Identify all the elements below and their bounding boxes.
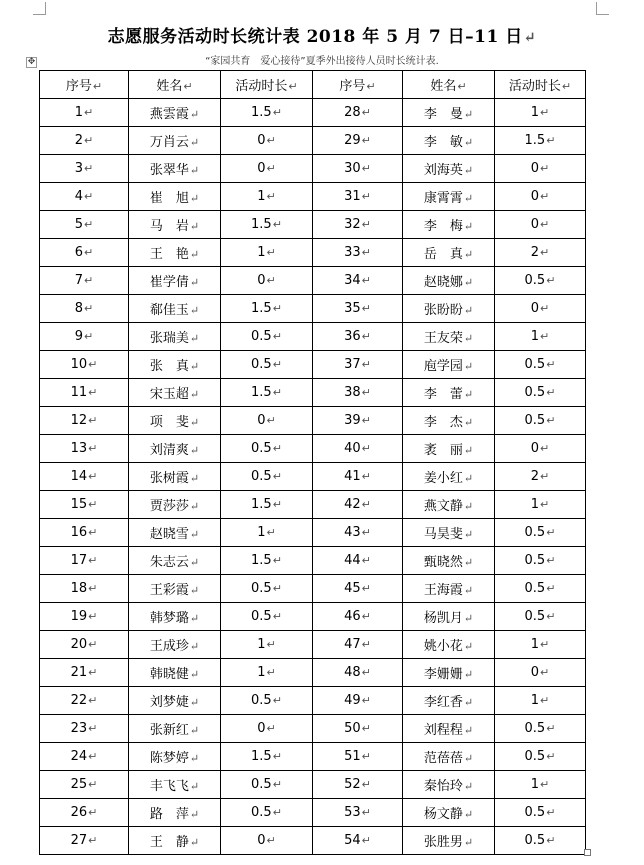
cell-seq: 37↵ bbox=[313, 351, 403, 379]
cell-hours: 0.5↵ bbox=[221, 603, 313, 631]
cell-seq: 41↵ bbox=[313, 463, 403, 491]
cell-hours: 0↵ bbox=[495, 435, 586, 463]
cell-name: 宋玉超↵ bbox=[129, 379, 221, 407]
cell-name: 张瑞美↵ bbox=[129, 323, 221, 351]
cell-seq: 15↵ bbox=[40, 491, 129, 519]
cell-hours: 0↵ bbox=[495, 211, 586, 239]
table-header-row bbox=[40, 71, 586, 99]
cell-name: 燕雲霞↵ bbox=[129, 99, 221, 127]
cell-seq: 51↵ bbox=[313, 743, 403, 771]
cell-hours: 0.5↵ bbox=[495, 407, 586, 435]
cell-seq: 32↵ bbox=[313, 211, 403, 239]
cell-seq: 8↵ bbox=[40, 295, 129, 323]
cell-hours: 2↵ bbox=[495, 239, 586, 267]
cell-seq: 23↵ bbox=[40, 715, 129, 743]
page-corner-top-left bbox=[33, 2, 46, 15]
cell-hours: 0↵ bbox=[221, 407, 313, 435]
table-row bbox=[40, 407, 586, 435]
cell-seq: 28↵ bbox=[313, 99, 403, 127]
cell-hours: 0↵ bbox=[221, 267, 313, 295]
cell-seq: 4↵ bbox=[40, 183, 129, 211]
table-row bbox=[40, 799, 586, 827]
table-row bbox=[40, 519, 586, 547]
cell-hours: 1.5↵ bbox=[221, 295, 313, 323]
header-seq-left: 序号↵ bbox=[40, 71, 129, 99]
cell-hours: 1↵ bbox=[221, 239, 313, 267]
cell-name: 韩晓健↵ bbox=[129, 659, 221, 687]
cell-name: 韩梦璐↵ bbox=[129, 603, 221, 631]
cell-hours: 1↵ bbox=[221, 631, 313, 659]
cell-seq: 9↵ bbox=[40, 323, 129, 351]
table-row bbox=[40, 379, 586, 407]
cell-hours: 0↵ bbox=[221, 127, 313, 155]
cell-seq: 30↵ bbox=[313, 155, 403, 183]
cell-seq: 48↵ bbox=[313, 659, 403, 687]
cell-hours: 1↵ bbox=[221, 183, 313, 211]
cell-name: 杨文静↵ bbox=[403, 799, 495, 827]
cell-seq: 47↵ bbox=[313, 631, 403, 659]
cell-name: 郗佳玉↵ bbox=[129, 295, 221, 323]
cell-hours: 0↵ bbox=[495, 295, 586, 323]
cell-seq: 6↵ bbox=[40, 239, 129, 267]
header-name-left: 姓名↵ bbox=[129, 71, 221, 99]
cell-hours: 0↵ bbox=[495, 659, 586, 687]
cell-seq: 20↵ bbox=[40, 631, 129, 659]
cell-seq: 25↵ bbox=[40, 771, 129, 799]
table-body bbox=[40, 99, 586, 855]
cell-hours: 0.5↵ bbox=[495, 379, 586, 407]
cell-name: 丰飞飞↵ bbox=[129, 771, 221, 799]
cell-name: 杨凯月↵ bbox=[403, 603, 495, 631]
cell-hours: 1↵ bbox=[495, 99, 586, 127]
cell-hours: 1↵ bbox=[495, 491, 586, 519]
cell-name: 路 萍↵ bbox=[129, 799, 221, 827]
cell-seq: 49↵ bbox=[313, 687, 403, 715]
table-row bbox=[40, 351, 586, 379]
cell-name: 张盼盼↵ bbox=[403, 295, 495, 323]
table-row bbox=[40, 715, 586, 743]
cell-seq: 1↵ bbox=[40, 99, 129, 127]
table-row bbox=[40, 267, 586, 295]
cell-hours: 1.5↵ bbox=[221, 379, 313, 407]
cell-name: 王彩霞↵ bbox=[129, 575, 221, 603]
cell-seq: 21↵ bbox=[40, 659, 129, 687]
cell-seq: 17↵ bbox=[40, 547, 129, 575]
cell-name: 朱志云↵ bbox=[129, 547, 221, 575]
cell-seq: 45↵ bbox=[313, 575, 403, 603]
cell-hours: 0.5↵ bbox=[221, 799, 313, 827]
cell-hours: 0↵ bbox=[495, 183, 586, 211]
cell-name: 张树霞↵ bbox=[129, 463, 221, 491]
table-row bbox=[40, 239, 586, 267]
cell-name: 燕文静↵ bbox=[403, 491, 495, 519]
cell-name: 马 岩↵ bbox=[129, 211, 221, 239]
cell-name: 赵晓雪↵ bbox=[129, 519, 221, 547]
cell-name: 李姗姗↵ bbox=[403, 659, 495, 687]
cell-name: 李 敏↵ bbox=[403, 127, 495, 155]
cell-hours: 1↵ bbox=[495, 771, 586, 799]
header-hours-right: 活动时长↵ bbox=[495, 71, 586, 99]
cell-name: 崔学倩↵ bbox=[129, 267, 221, 295]
table-row bbox=[40, 323, 586, 351]
header-seq-right: 序号↵ bbox=[313, 71, 403, 99]
cell-hours: 0.5↵ bbox=[495, 603, 586, 631]
cell-seq: 22↵ bbox=[40, 687, 129, 715]
cell-name: 王 静↵ bbox=[129, 827, 221, 855]
cell-hours: 0.5↵ bbox=[221, 323, 313, 351]
table-move-handle-icon[interactable]: ✥ bbox=[27, 57, 36, 67]
cell-hours: 0↵ bbox=[221, 155, 313, 183]
cell-seq: 7↵ bbox=[40, 267, 129, 295]
cell-seq: 19↵ bbox=[40, 603, 129, 631]
table-row bbox=[40, 295, 586, 323]
cell-hours: 1.5↵ bbox=[221, 547, 313, 575]
cell-name: 贾莎莎↵ bbox=[129, 491, 221, 519]
cell-seq: 12↵ bbox=[40, 407, 129, 435]
cell-name: 王成珍↵ bbox=[129, 631, 221, 659]
cell-name: 王海霞↵ bbox=[403, 575, 495, 603]
page-corner-top-right bbox=[596, 2, 609, 15]
cell-hours: 0.5↵ bbox=[221, 771, 313, 799]
cell-seq: 31↵ bbox=[313, 183, 403, 211]
cell-name: 范蓓蓓↵ bbox=[403, 743, 495, 771]
cell-name: 王友荣↵ bbox=[403, 323, 495, 351]
cell-name: 李 蕾↵ bbox=[403, 379, 495, 407]
cell-seq: 36↵ bbox=[313, 323, 403, 351]
table-row bbox=[40, 659, 586, 687]
cell-seq: 27↵ bbox=[40, 827, 129, 855]
cell-hours: 0.5↵ bbox=[221, 575, 313, 603]
cell-hours: 1↵ bbox=[495, 323, 586, 351]
cell-name: 袤 丽↵ bbox=[403, 435, 495, 463]
cell-name: 项 斐↵ bbox=[129, 407, 221, 435]
cell-hours: 0.5↵ bbox=[495, 799, 586, 827]
cell-seq: 33↵ bbox=[313, 239, 403, 267]
cell-hours: 2↵ bbox=[495, 463, 586, 491]
cell-seq: 29↵ bbox=[313, 127, 403, 155]
cell-seq: 35↵ bbox=[313, 295, 403, 323]
cell-hours: 0.5↵ bbox=[221, 351, 313, 379]
volunteer-hours-table bbox=[39, 70, 586, 855]
cell-name: 万肖云↵ bbox=[129, 127, 221, 155]
cell-hours: 0.5↵ bbox=[495, 547, 586, 575]
cell-seq: 10↵ bbox=[40, 351, 129, 379]
cell-hours: 1.5↵ bbox=[221, 743, 313, 771]
table-row bbox=[40, 631, 586, 659]
cell-hours: 0.5↵ bbox=[221, 687, 313, 715]
table-row bbox=[40, 743, 586, 771]
cell-name: 刘海英↵ bbox=[403, 155, 495, 183]
cell-hours: 1↵ bbox=[495, 631, 586, 659]
table-row bbox=[40, 211, 586, 239]
cell-name: 刘程程↵ bbox=[403, 715, 495, 743]
cell-seq: 53↵ bbox=[313, 799, 403, 827]
cell-hours: 0↵ bbox=[495, 155, 586, 183]
cell-seq: 14↵ bbox=[40, 463, 129, 491]
paragraph-mark: ↵ bbox=[523, 29, 537, 46]
cell-name: 马昊斐↵ bbox=[403, 519, 495, 547]
table-row bbox=[40, 547, 586, 575]
cell-name: 张胜男↵ bbox=[403, 827, 495, 855]
cell-name: 张新红↵ bbox=[129, 715, 221, 743]
cell-seq: 18↵ bbox=[40, 575, 129, 603]
table-row bbox=[40, 99, 586, 127]
cell-name: 秦怡玲↵ bbox=[403, 771, 495, 799]
cell-hours: 0.5↵ bbox=[221, 435, 313, 463]
cell-seq: 40↵ bbox=[313, 435, 403, 463]
cell-name: 刘清爽↵ bbox=[129, 435, 221, 463]
cell-seq: 24↵ bbox=[40, 743, 129, 771]
cell-hours: 1.5↵ bbox=[495, 127, 586, 155]
cell-hours: 0.5↵ bbox=[495, 575, 586, 603]
cell-name: 康霄霄↵ bbox=[403, 183, 495, 211]
table-resize-handle[interactable] bbox=[584, 849, 591, 856]
cell-name: 崔 旭↵ bbox=[129, 183, 221, 211]
cell-hours: 0.5↵ bbox=[495, 519, 586, 547]
cell-name: 刘梦婕↵ bbox=[129, 687, 221, 715]
header-name-right: 姓名↵ bbox=[403, 71, 495, 99]
table-row bbox=[40, 603, 586, 631]
cell-hours: 1↵ bbox=[495, 687, 586, 715]
document-title: 志愿服务活动时长统计表 2018 年 5 月 7 日–11 日↵ bbox=[107, 27, 537, 47]
cell-seq: 13↵ bbox=[40, 435, 129, 463]
table-row bbox=[40, 463, 586, 491]
cell-name: 陈梦婷↵ bbox=[129, 743, 221, 771]
cell-seq: 38↵ bbox=[313, 379, 403, 407]
cell-seq: 34↵ bbox=[313, 267, 403, 295]
cell-seq: 11↵ bbox=[40, 379, 129, 407]
cell-hours: 1↵ bbox=[221, 659, 313, 687]
table-row bbox=[40, 687, 586, 715]
cell-name: 王 艳↵ bbox=[129, 239, 221, 267]
cell-hours: 0.5↵ bbox=[495, 267, 586, 295]
table-row bbox=[40, 155, 586, 183]
cell-hours: 0.5↵ bbox=[221, 463, 313, 491]
table-row bbox=[40, 183, 586, 211]
cell-name: 甄晓然↵ bbox=[403, 547, 495, 575]
cell-hours: 0↵ bbox=[221, 827, 313, 855]
cell-seq: 52↵ bbox=[313, 771, 403, 799]
cell-name: 庖学园↵ bbox=[403, 351, 495, 379]
cell-hours: 1.5↵ bbox=[221, 99, 313, 127]
cell-seq: 2↵ bbox=[40, 127, 129, 155]
cell-name: 李 曼↵ bbox=[403, 99, 495, 127]
cell-name: 岳 真↵ bbox=[403, 239, 495, 267]
document-subtitle: “家园共育 爱心接待”夏季外出接待人员时长统计表. bbox=[205, 56, 439, 67]
cell-name: 姜小红↵ bbox=[403, 463, 495, 491]
cell-name: 李 杰↵ bbox=[403, 407, 495, 435]
cell-seq: 43↵ bbox=[313, 519, 403, 547]
table-row bbox=[40, 771, 586, 799]
cell-hours: 0.5↵ bbox=[495, 351, 586, 379]
cell-seq: 42↵ bbox=[313, 491, 403, 519]
cell-seq: 46↵ bbox=[313, 603, 403, 631]
cell-hours: 0.5↵ bbox=[495, 715, 586, 743]
cell-seq: 3↵ bbox=[40, 155, 129, 183]
cell-name: 赵晓娜↵ bbox=[403, 267, 495, 295]
cell-hours: 0.5↵ bbox=[495, 827, 586, 855]
cell-name: 张 真↵ bbox=[129, 351, 221, 379]
cell-seq: 16↵ bbox=[40, 519, 129, 547]
table-row bbox=[40, 491, 586, 519]
table-row bbox=[40, 127, 586, 155]
cell-hours: 1↵ bbox=[221, 519, 313, 547]
cell-seq: 44↵ bbox=[313, 547, 403, 575]
cell-name: 姚小花↵ bbox=[403, 631, 495, 659]
cell-seq: 54↵ bbox=[313, 827, 403, 855]
cell-hours: 1.5↵ bbox=[221, 211, 313, 239]
table-row bbox=[40, 827, 586, 855]
cell-name: 李 梅↵ bbox=[403, 211, 495, 239]
table-row bbox=[40, 575, 586, 603]
cell-seq: 5↵ bbox=[40, 211, 129, 239]
cell-seq: 26↵ bbox=[40, 799, 129, 827]
cell-name: 张翠华↵ bbox=[129, 155, 221, 183]
header-hours-left: 活动时长↵ bbox=[221, 71, 313, 99]
cell-hours: 1.5↵ bbox=[221, 491, 313, 519]
cell-hours: 0↵ bbox=[221, 715, 313, 743]
cell-name: 李红香↵ bbox=[403, 687, 495, 715]
cell-seq: 39↵ bbox=[313, 407, 403, 435]
cell-seq: 50↵ bbox=[313, 715, 403, 743]
table-row bbox=[40, 435, 586, 463]
cell-hours: 0.5↵ bbox=[495, 743, 586, 771]
